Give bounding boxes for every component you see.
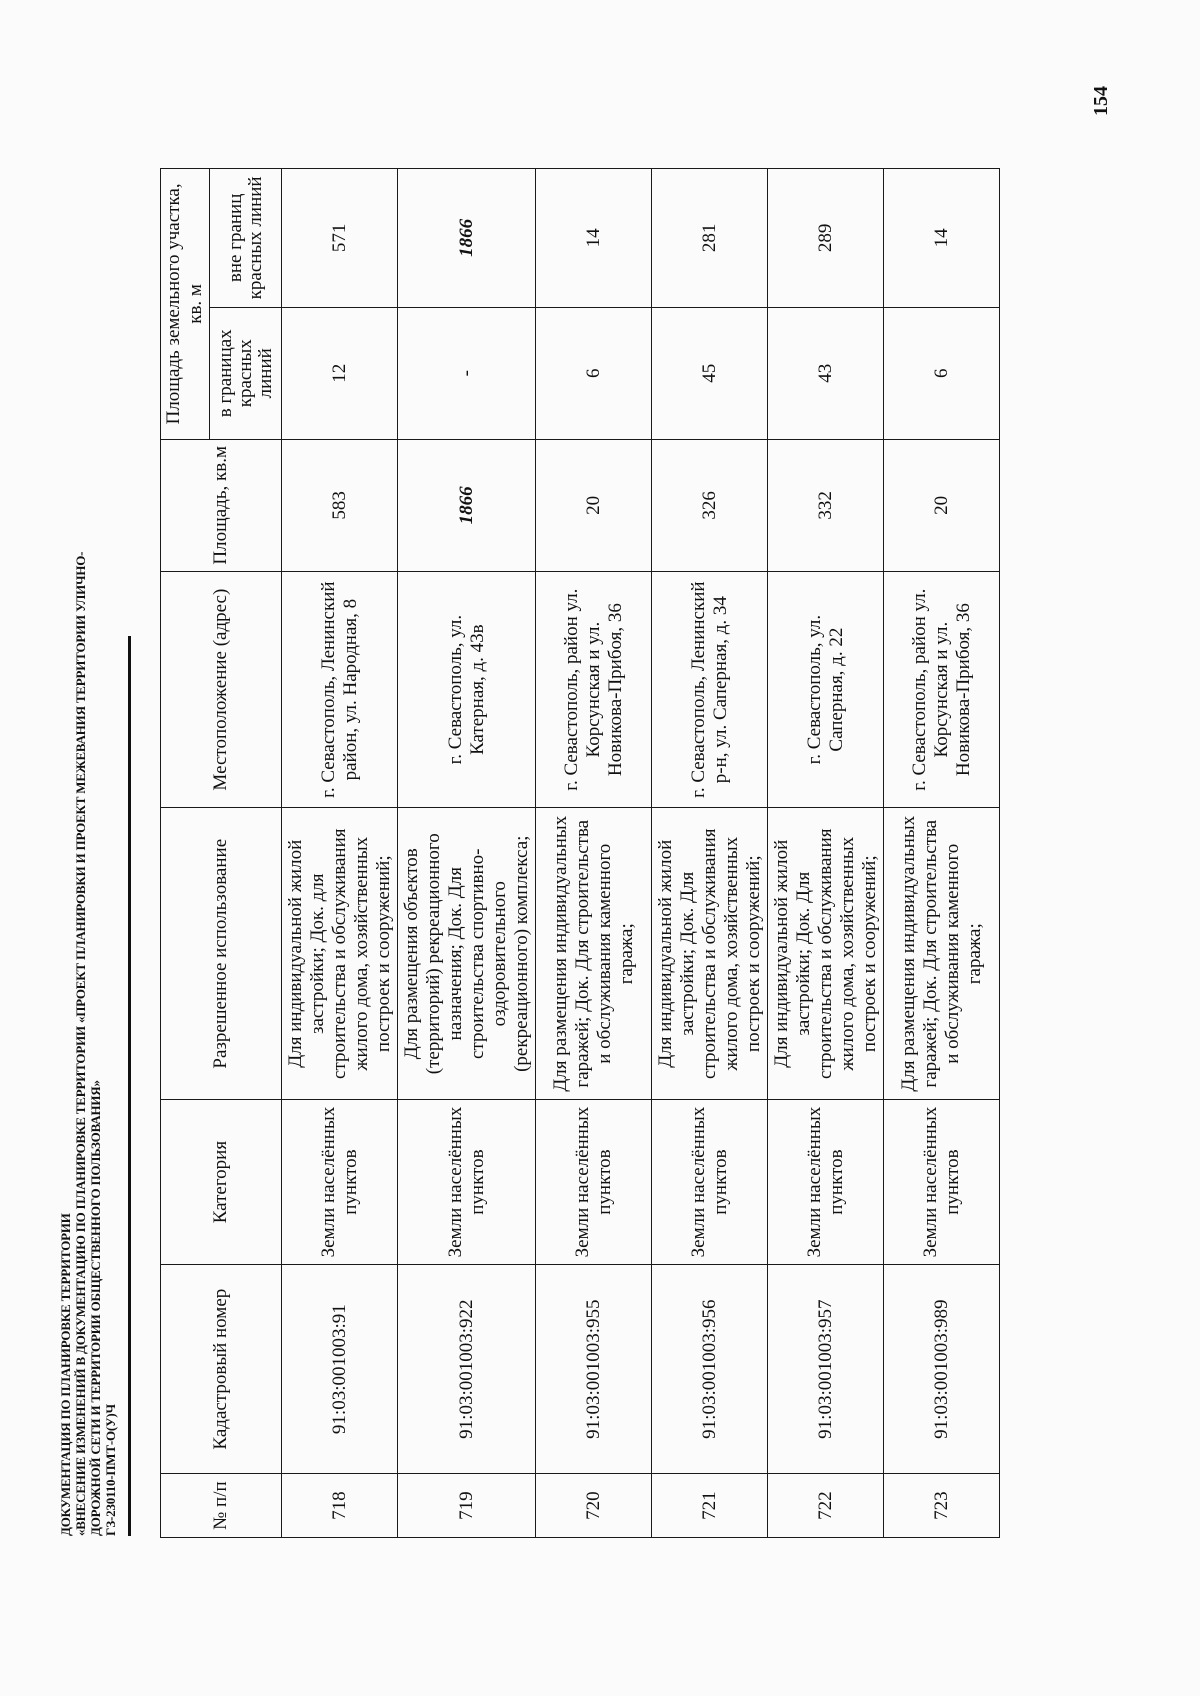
cell-num: 719	[398, 1474, 536, 1538]
cell-usage: Для индивидуальной жилой застройки; Док. Для строительства и обслуживания жилого дома, хозяйственных построек и сооружений;	[768, 808, 884, 1100]
cell-category: Земли населённых пунктов	[768, 1100, 884, 1265]
col-header-category: Категория	[161, 1100, 282, 1265]
cell-cadastral: 91:03:001003:91	[282, 1265, 398, 1474]
cell-num: 723	[884, 1474, 1000, 1538]
cell-location: г. Севастополь, ул. Саперная, д. 22	[768, 571, 884, 808]
header-line: «ВНЕСЕНИЕ ИЗМЕНЕНИЙ В ДОКУМЕНТАЦИЮ ПО ПЛАНИРОВКЕ ТЕРРИТОРИИ «ПРОЕКТ ПЛАНИРОВКИ И ПРОЕКТ МЕЖЕВАНИЯ ТЕРРИТОРИИ УЛИЧНО-	[73, 551, 88, 1536]
cell-area: 332	[768, 439, 884, 571]
cell-outside: 14	[884, 169, 1000, 308]
cell-inside: 43	[768, 307, 884, 439]
header-line: ГЗ-230110-ПМТ-О(У)Ч	[103, 1404, 118, 1536]
cell-inside: -	[398, 307, 536, 439]
cell-outside: 289	[768, 169, 884, 308]
cell-usage: Для размещения объектов (территорий) рекреационного назначения; Док. Для строительства спортивно-оздоровительного (рекреационного) комплекса;	[398, 808, 536, 1100]
header-line: ДОКУМЕНТАЦИЯ ПО ПЛАНИРОВКЕ ТЕРРИТОРИИ	[58, 1213, 73, 1536]
cell-location: г. Севастополь, Ленинский р-н, ул. Саперная, д. 34	[652, 571, 768, 808]
cell-cadastral: 91:03:001003:956	[652, 1265, 768, 1474]
cell-category: Земли населённых пунктов	[536, 1100, 652, 1265]
cell-area: 20	[884, 439, 1000, 571]
cell-outside: 1866	[398, 169, 536, 308]
cell-cadastral: 91:03:001003:957	[768, 1265, 884, 1474]
cell-inside: 6	[884, 307, 1000, 439]
col-header-outside-red-lines: вне границ красных линий	[210, 169, 282, 308]
cell-inside: 12	[282, 307, 398, 439]
cell-category: Земли населённых пунктов	[282, 1100, 398, 1265]
land-plots-table	[160, 168, 1000, 1538]
col-header-inside-red-lines: в границах красных линий	[210, 307, 282, 439]
cell-inside: 6	[536, 307, 652, 439]
cell-location: г. Севастополь, район ул. Корсунская и ул. Новикова-Прибоя, 36	[536, 571, 652, 808]
cell-inside: 45	[652, 307, 768, 439]
document-header	[58, 356, 118, 1536]
table-row	[652, 169, 768, 1538]
cell-category: Земли населённых пунктов	[652, 1100, 768, 1265]
col-header-usage: Разрешенное использование	[161, 808, 282, 1100]
cell-usage: Для размещения индивидуальных гаражей; Док. Для строительства и обслуживания каменного гаража;	[536, 808, 652, 1100]
cell-cadastral: 91:03:001003:922	[398, 1265, 536, 1474]
table-row	[884, 169, 1000, 1538]
cell-cadastral: 91:03:001003:955	[536, 1265, 652, 1474]
header-line: ДОРОЖНОЙ СЕТИ И ТЕРРИТОРИИ ОБЩЕСТВЕННОГО ПОЛЬЗОВАНИЯ»	[88, 1080, 103, 1536]
col-header-num: № п/п	[161, 1474, 282, 1538]
cell-area: 20	[536, 439, 652, 571]
cell-outside: 14	[536, 169, 652, 308]
cell-area: 326	[652, 439, 768, 571]
header-divider	[128, 636, 131, 1536]
cell-area: 1866	[398, 439, 536, 571]
cell-num: 722	[768, 1474, 884, 1538]
cell-location: г. Севастополь, район ул. Корсунская и ул. Новикова-Прибоя, 36	[884, 571, 1000, 808]
cell-usage: Для размещения индивидуальных гаражей; Док. Для строительства и обслуживания каменного гаража;	[884, 808, 1000, 1100]
cell-num: 718	[282, 1474, 398, 1538]
col-header-cadastral: Кадастровый номер	[161, 1265, 282, 1474]
col-header-location: Местоположение (адрес)	[161, 571, 282, 808]
cell-outside: 571	[282, 169, 398, 308]
cell-num: 720	[536, 1474, 652, 1538]
cell-location: г. Севастополь, ул. Катерная, д. 43в	[398, 571, 536, 808]
cell-usage: Для индивидуальной жилой застройки; Док. для строительства и обслуживания жилого дома, хозяйственных построек и сооружений;	[282, 808, 398, 1100]
cell-usage: Для индивидуальной жилой застройки; Док. Для строительства и обслуживания жилого дома, хозяйственных построек и сооружений;	[652, 808, 768, 1100]
cell-num: 721	[652, 1474, 768, 1538]
table-row	[282, 169, 398, 1538]
table-row	[398, 169, 536, 1538]
col-header-area: Площадь, кв.м	[161, 439, 282, 571]
table-row	[536, 169, 652, 1538]
cell-outside: 281	[652, 169, 768, 308]
cell-category: Земли населённых пунктов	[398, 1100, 536, 1265]
col-header-land-area: Площадь земельного участка, кв. м	[161, 169, 210, 440]
cell-area: 583	[282, 439, 398, 571]
cell-category: Земли населённых пунктов	[884, 1100, 1000, 1265]
cell-location: г. Севастополь, Ленинский район, ул. Народная, 8	[282, 571, 398, 808]
cell-cadastral: 91:03:001003:989	[884, 1265, 1000, 1474]
table-row	[768, 169, 884, 1538]
page-number: 154	[1090, 86, 1112, 116]
